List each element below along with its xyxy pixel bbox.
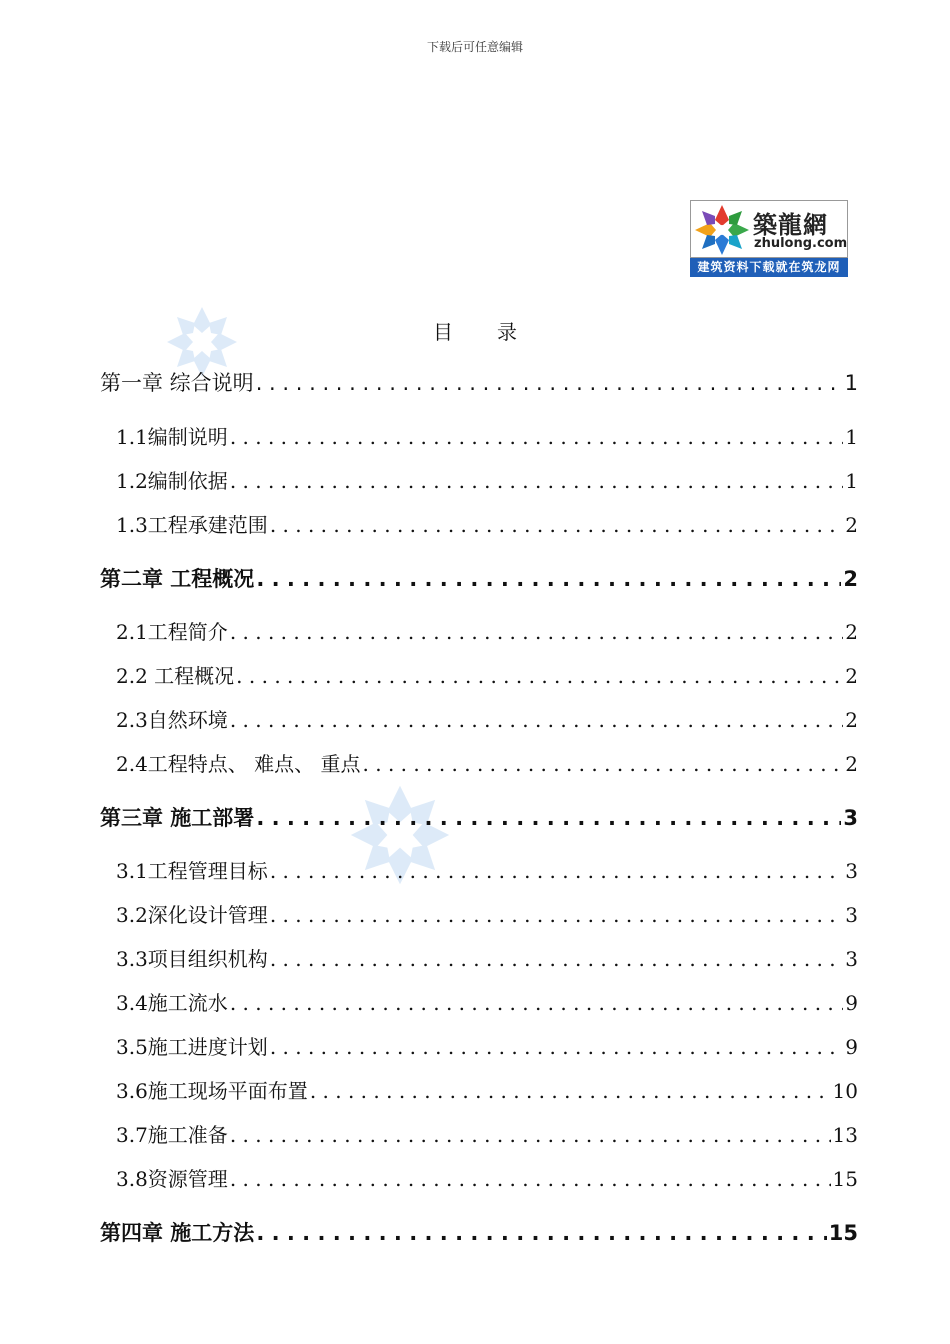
toc-entry[interactable] xyxy=(100,367,858,397)
toc-entry-page: 1 xyxy=(844,371,858,395)
toc-entry[interactable] xyxy=(116,1075,858,1104)
toc-entry-label: 3.1工程管理目标 xyxy=(116,859,268,883)
toc-entry-label: 3.7施工准备 xyxy=(116,1123,228,1147)
toc-entry-label: 第四章 施工方法 xyxy=(100,1221,255,1245)
toc-dot-leader xyxy=(310,1079,831,1103)
toc-entry-page: 3 xyxy=(845,947,858,971)
toc-dot-leader xyxy=(236,664,843,688)
toc-entry-page: 3 xyxy=(845,859,858,883)
toc-entry-label: 3.6施工现场平面布置 xyxy=(116,1079,308,1103)
toc-entry[interactable] xyxy=(116,465,858,494)
toc-entry[interactable] xyxy=(116,899,858,928)
toc-dot-leader xyxy=(256,567,841,591)
toc-entry[interactable] xyxy=(116,1163,858,1192)
toc-entry-page: 10 xyxy=(832,1079,858,1103)
toc-dot-leader xyxy=(230,620,843,644)
toc-entry-label: 3.2深化设计管理 xyxy=(116,903,268,927)
toc-entry-page: 3 xyxy=(845,903,858,927)
toc-entry-page: 2 xyxy=(845,620,858,644)
toc-dot-leader xyxy=(230,1167,831,1191)
toc-dot-leader xyxy=(230,1123,831,1147)
toc-entry-label: 第三章 施工部署 xyxy=(100,806,255,830)
toc-dot-leader xyxy=(270,859,843,883)
toc-dot-leader xyxy=(230,425,843,449)
toc-entry[interactable] xyxy=(116,855,858,884)
toc-entry-label: 3.4施工流水 xyxy=(116,991,228,1015)
header-note: 下载后可任意编辑 xyxy=(426,40,523,54)
toc-entry[interactable] xyxy=(116,1119,858,1148)
toc-entry-label: 2.4工程特点、 难点、 重点 xyxy=(116,752,361,776)
toc-entry-page: 9 xyxy=(845,991,858,1015)
toc-entry[interactable] xyxy=(116,943,858,972)
toc-dot-leader xyxy=(256,371,843,395)
toc-entry-label: 第二章 工程概况 xyxy=(100,567,255,591)
toc-entry[interactable] xyxy=(116,1031,858,1060)
toc-entry[interactable] xyxy=(116,987,858,1016)
toc-entry-page: 2 xyxy=(843,567,858,591)
toc-dot-leader xyxy=(230,469,843,493)
toc-entry-label: 1.1编制说明 xyxy=(116,425,228,449)
toc-entry-page: 15 xyxy=(828,1221,858,1245)
toc-entry-page: 15 xyxy=(832,1167,858,1191)
toc-entry-page: 13 xyxy=(832,1123,858,1147)
toc-dot-leader xyxy=(270,903,843,927)
toc-entry-label: 第一章 综合说明 xyxy=(100,371,254,395)
toc-entry-label: 2.1工程简介 xyxy=(116,620,228,644)
toc-entry-page: 1 xyxy=(845,425,858,449)
toc-dot-leader xyxy=(363,752,844,776)
toc-entry-page: 2 xyxy=(845,752,858,776)
toc-entry-label: 1.3工程承建范围 xyxy=(116,513,268,537)
toc-entry-page: 2 xyxy=(845,664,858,688)
logo-domain: zhulong.com xyxy=(754,236,848,251)
toc-entry-label: 3.5施工进度计划 xyxy=(116,1035,268,1059)
toc-dot-leader xyxy=(270,947,843,971)
toc-title: 目录 xyxy=(433,320,561,344)
toc-dot-leader xyxy=(230,991,843,1015)
toc-entry[interactable] xyxy=(116,616,858,645)
logo-slogan: 建筑资料下载就在筑龙网 xyxy=(690,258,848,277)
toc-entry[interactable] xyxy=(116,704,858,733)
zhulong-mark-icon xyxy=(693,203,751,257)
toc-entry[interactable] xyxy=(116,748,858,777)
toc-entry-page: 9 xyxy=(845,1035,858,1059)
toc-entry[interactable] xyxy=(116,421,858,450)
toc-entry[interactable] xyxy=(116,509,858,538)
toc-entry-page: 2 xyxy=(845,513,858,537)
toc-dot-leader xyxy=(270,1035,843,1059)
toc-entry-label: 1.2编制依据 xyxy=(116,469,228,493)
toc-entry-page: 1 xyxy=(845,469,858,493)
zhulong-logo xyxy=(690,200,848,277)
toc-entry-page: 3 xyxy=(843,806,858,830)
toc-entry[interactable] xyxy=(100,1217,858,1247)
toc-entry-label: 2.2 工程概况 xyxy=(116,664,235,688)
toc-dot-leader xyxy=(270,513,843,537)
toc-entry[interactable] xyxy=(100,563,858,593)
logo-box xyxy=(690,200,848,258)
toc-dot-leader xyxy=(256,806,841,830)
toc-entry[interactable] xyxy=(100,802,858,832)
toc-entry[interactable] xyxy=(116,660,858,689)
toc-entry-page: 2 xyxy=(845,708,858,732)
toc-entry-label: 3.3项目组织机构 xyxy=(116,947,268,971)
toc-dot-leader xyxy=(230,708,843,732)
toc-entry-label: 2.3自然环境 xyxy=(116,708,228,732)
logo-name: 築龍網 xyxy=(753,210,828,239)
toc-dot-leader xyxy=(256,1221,826,1245)
toc-entry-label: 3.8资源管理 xyxy=(116,1167,228,1191)
